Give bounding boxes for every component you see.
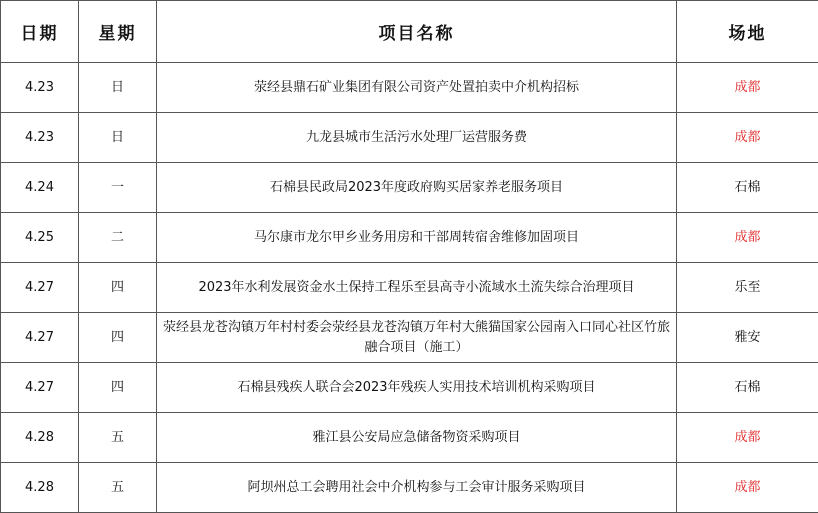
cell-date: 4.27 — [1, 263, 79, 313]
table-header — [1, 1, 818, 63]
cell-weekday: 四 — [79, 263, 157, 313]
table-body — [1, 63, 818, 513]
cell-date: 4.25 — [1, 213, 79, 263]
cell-weekday: 五 — [79, 413, 157, 463]
cell-date: 4.28 — [1, 463, 79, 513]
cell-venue: 成都 — [677, 463, 818, 513]
table-row — [1, 413, 818, 463]
cell-date: 4.24 — [1, 163, 79, 213]
header-date: 日期 — [1, 1, 79, 63]
header-venue: 场地 — [677, 1, 818, 63]
table-row — [1, 263, 818, 313]
cell-weekday: 一 — [79, 163, 157, 213]
table-row — [1, 63, 818, 113]
cell-venue: 成都 — [677, 413, 818, 463]
cell-weekday: 四 — [79, 313, 157, 363]
cell-project-name: 荥经县龙苍沟镇万年村村委会荥经县龙苍沟镇万年村大熊猫国家公园南入口同心社区竹旅融合项目（施工） — [157, 313, 677, 363]
cell-project-name: 雅江县公安局应急储备物资采购项目 — [157, 413, 677, 463]
cell-date: 4.27 — [1, 363, 79, 413]
cell-project-name: 荥经县鼎石矿业集团有限公司资产处置拍卖中介机构招标 — [157, 63, 677, 113]
table-row — [1, 213, 818, 263]
table-row — [1, 463, 818, 513]
table-row — [1, 113, 818, 163]
cell-weekday: 五 — [79, 463, 157, 513]
cell-date: 4.23 — [1, 113, 79, 163]
cell-project-name: 马尔康市龙尔甲乡业务用房和干部周转宿舍维修加固项目 — [157, 213, 677, 263]
cell-project-name: 石棉县民政局2023年度政府购买居家养老服务项目 — [157, 163, 677, 213]
cell-venue: 石棉 — [677, 163, 818, 213]
cell-project-name: 石棉县残疾人联合会2023年残疾人实用技术培训机构采购项目 — [157, 363, 677, 413]
table-row — [1, 163, 818, 213]
cell-date: 4.27 — [1, 313, 79, 363]
cell-venue: 成都 — [677, 63, 818, 113]
cell-venue: 石棉 — [677, 363, 818, 413]
table-row — [1, 363, 818, 413]
cell-venue: 乐至 — [677, 263, 818, 313]
cell-weekday: 日 — [79, 63, 157, 113]
cell-venue: 成都 — [677, 113, 818, 163]
cell-venue: 雅安 — [677, 313, 818, 363]
header-row — [1, 1, 818, 63]
cell-date: 4.23 — [1, 63, 79, 113]
table-row — [1, 313, 818, 363]
header-project-name: 项目名称 — [157, 1, 677, 63]
cell-project-name: 阿坝州总工会聘用社会中介机构参与工会审计服务采购项目 — [157, 463, 677, 513]
header-weekday: 星期 — [79, 1, 157, 63]
cell-weekday: 日 — [79, 113, 157, 163]
cell-project-name: 九龙县城市生活污水处理厂运营服务费 — [157, 113, 677, 163]
cell-project-name: 2023年水利发展资金水土保持工程乐至县高寺小流域水土流失综合治理项目 — [157, 263, 677, 313]
cell-date: 4.28 — [1, 413, 79, 463]
cell-weekday: 四 — [79, 363, 157, 413]
cell-weekday: 二 — [79, 213, 157, 263]
cell-venue: 成都 — [677, 213, 818, 263]
